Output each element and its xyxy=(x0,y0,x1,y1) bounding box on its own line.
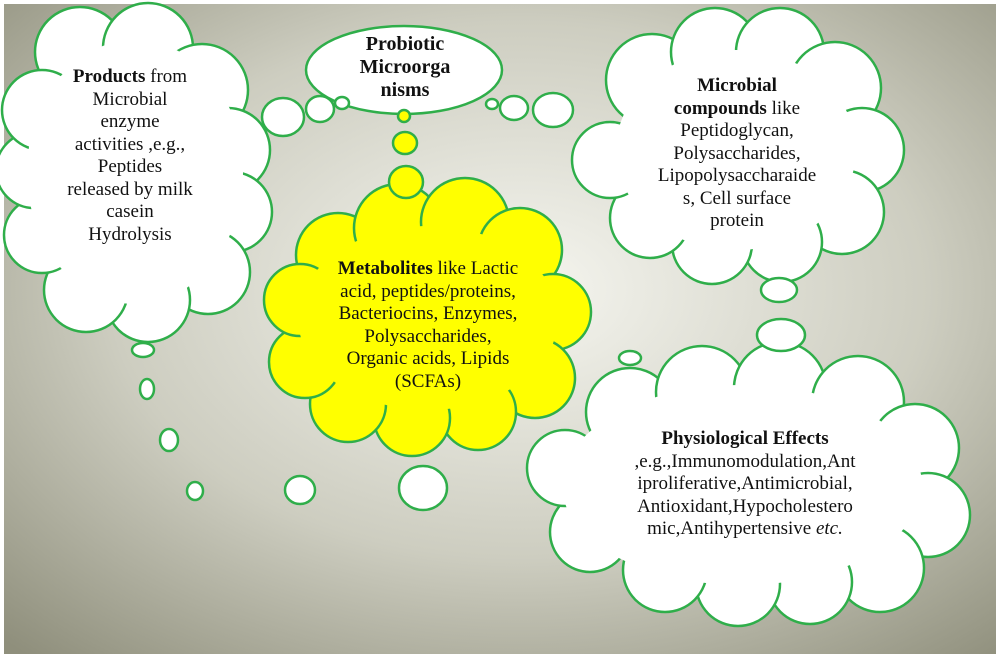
metabolites-heading: Metabolites xyxy=(337,258,433,279)
compounds-text xyxy=(612,75,862,233)
compounds-line: Peptidoglycan, xyxy=(680,120,794,141)
effects-etc: etc. xyxy=(815,518,843,539)
metabolites-heading-line xyxy=(298,258,558,281)
products-line: Hydrolysis xyxy=(88,223,172,245)
compounds-line: s, Cell surface xyxy=(682,187,792,209)
products-line: Peptides xyxy=(97,156,163,177)
metabolites-line: Bacteriocins, Enzymes, xyxy=(338,303,518,324)
metabolites-line: like Lactic xyxy=(432,258,519,279)
compounds-line: Polysaccharides, xyxy=(673,142,801,164)
compounds-heading: compounds xyxy=(673,97,767,119)
products-line: casein xyxy=(106,201,154,222)
products-heading-line xyxy=(30,66,230,89)
title-line: nisms xyxy=(380,79,430,101)
metabolites-line: Organic acids, Lipids xyxy=(346,348,510,369)
metabolites-text xyxy=(298,258,558,393)
products-line: enzyme xyxy=(100,111,160,132)
compounds-heading-line xyxy=(612,98,862,121)
products-line: Microbial xyxy=(92,88,168,110)
products-line: from xyxy=(145,66,188,87)
effects-heading xyxy=(580,428,910,451)
compounds-line: Lipopolysaccharaide xyxy=(657,165,817,186)
products-line: activities ,e.g., xyxy=(74,133,186,155)
products-heading: Products xyxy=(72,66,146,87)
title-label xyxy=(330,33,480,102)
effects-line: iproliferative,Antimicrobial, xyxy=(637,473,853,494)
title-line: Microorga xyxy=(359,56,451,78)
effects-line: Antioxidant,Hypocholestero xyxy=(637,495,853,517)
effects-text xyxy=(580,428,910,541)
metabolites-line: acid, peptides/proteins, xyxy=(340,280,516,302)
compounds-line: like xyxy=(766,97,801,119)
bubble-trail-metabolites-effects xyxy=(619,351,641,365)
effects-line: mic,Antihypertensive xyxy=(647,518,816,539)
title-line: Probiotic xyxy=(365,33,445,55)
effects-last-line xyxy=(580,518,910,541)
metabolites-line: (SCFAs) xyxy=(394,370,462,392)
products-text xyxy=(30,66,230,246)
compounds-heading-line xyxy=(612,75,862,98)
compounds-heading: Microbial xyxy=(697,75,777,96)
products-line: released by milk xyxy=(67,178,193,200)
effects-line: ,e.g.,Immunomodulation,Ant xyxy=(634,450,856,472)
metabolites-line: Polysaccharides, xyxy=(364,325,492,347)
effects-heading-label: Physiological Effects xyxy=(661,428,829,449)
compounds-line: protein xyxy=(710,210,764,231)
